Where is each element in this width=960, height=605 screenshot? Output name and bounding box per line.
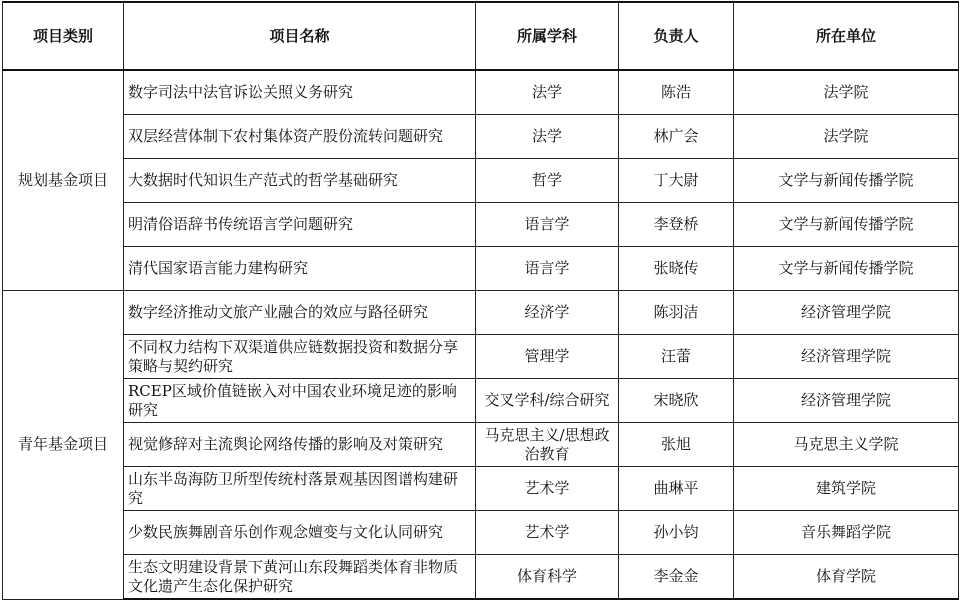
table-row xyxy=(3,115,959,159)
project-table xyxy=(2,1,959,600)
header-discipline: 所属学科 xyxy=(476,2,619,70)
project-name-cell: 双层经营体制下农村集体资产股份流转问题研究 xyxy=(124,115,476,159)
project-name-cell: RCEP区域价值链嵌入对中国农业环境足迹的影响研究 xyxy=(124,379,476,423)
unit-cell: 文学与新闻传播学院 xyxy=(734,159,959,203)
category-cell: 规划基金项目 xyxy=(3,70,124,291)
table-row xyxy=(3,467,959,511)
table-row xyxy=(3,511,959,555)
leader-cell: 李登桥 xyxy=(619,203,734,247)
leader-cell: 张旭 xyxy=(619,423,734,467)
table-row xyxy=(3,159,959,203)
leader-cell: 陈浩 xyxy=(619,70,734,115)
unit-cell: 经济管理学院 xyxy=(734,379,959,423)
leader-cell: 张晓传 xyxy=(619,247,734,291)
project-name-cell: 视觉修辞对主流舆论网络传播的影响及对策研究 xyxy=(124,423,476,467)
discipline-cell: 艺术学 xyxy=(476,511,619,555)
leader-cell: 林广会 xyxy=(619,115,734,159)
project-name-cell: 明清俗语辞书传统语言学问题研究 xyxy=(124,203,476,247)
discipline-cell: 语言学 xyxy=(476,203,619,247)
discipline-cell: 交叉学科/综合研究 xyxy=(476,379,619,423)
table-row xyxy=(3,203,959,247)
unit-cell: 经济管理学院 xyxy=(734,291,959,335)
unit-cell: 体育学院 xyxy=(734,555,959,600)
leader-cell: 丁大尉 xyxy=(619,159,734,203)
discipline-cell: 体育科学 xyxy=(476,555,619,600)
table-row xyxy=(3,70,959,115)
header-category: 项目类别 xyxy=(3,2,124,70)
unit-cell: 经济管理学院 xyxy=(734,335,959,379)
discipline-cell: 哲学 xyxy=(476,159,619,203)
unit-cell: 马克思主义学院 xyxy=(734,423,959,467)
discipline-cell: 管理学 xyxy=(476,335,619,379)
discipline-cell: 马克思主义/思想政治教育 xyxy=(476,423,619,467)
header-row xyxy=(3,2,959,70)
table-row xyxy=(3,291,959,335)
discipline-cell: 艺术学 xyxy=(476,467,619,511)
leader-cell: 陈羽洁 xyxy=(619,291,734,335)
leader-cell: 孙小钧 xyxy=(619,511,734,555)
leader-cell: 宋晓欣 xyxy=(619,379,734,423)
project-name-cell: 数字经济推动文旅产业融合的效应与路径研究 xyxy=(124,291,476,335)
header-unit: 所在单位 xyxy=(734,2,959,70)
table-body xyxy=(3,70,959,599)
discipline-cell: 法学 xyxy=(476,115,619,159)
project-name-cell: 清代国家语言能力建构研究 xyxy=(124,247,476,291)
discipline-cell: 语言学 xyxy=(476,247,619,291)
header-leader: 负责人 xyxy=(619,2,734,70)
unit-cell: 文学与新闻传播学院 xyxy=(734,203,959,247)
project-name-cell: 少数民族舞剧音乐创作观念嬗变与文化认同研究 xyxy=(124,511,476,555)
unit-cell: 法学院 xyxy=(734,115,959,159)
project-name-cell: 大数据时代知识生产范式的哲学基础研究 xyxy=(124,159,476,203)
header-project-name: 项目名称 xyxy=(124,2,476,70)
discipline-cell: 法学 xyxy=(476,70,619,115)
discipline-cell: 经济学 xyxy=(476,291,619,335)
unit-cell: 文学与新闻传播学院 xyxy=(734,247,959,291)
leader-cell: 汪蕾 xyxy=(619,335,734,379)
table-row xyxy=(3,335,959,379)
table-row xyxy=(3,555,959,600)
project-name-cell: 数字司法中法官诉讼关照义务研究 xyxy=(124,70,476,115)
project-name-cell: 不同权力结构下双渠道供应链数据投资和数据分享策略与契约研究 xyxy=(124,335,476,379)
table-row xyxy=(3,423,959,467)
unit-cell: 音乐舞蹈学院 xyxy=(734,511,959,555)
table-row xyxy=(3,379,959,423)
unit-cell: 法学院 xyxy=(734,70,959,115)
table-row xyxy=(3,247,959,291)
category-cell: 青年基金项目 xyxy=(3,291,124,600)
leader-cell: 曲琳平 xyxy=(619,467,734,511)
unit-cell: 建筑学院 xyxy=(734,467,959,511)
project-name-cell: 生态文明建设背景下黄河山东段舞蹈类体育非物质文化遗产生态化保护研究 xyxy=(124,555,476,600)
leader-cell: 李金金 xyxy=(619,555,734,600)
project-name-cell: 山东半岛海防卫所型传统村落景观基因图谱构建研究 xyxy=(124,467,476,511)
